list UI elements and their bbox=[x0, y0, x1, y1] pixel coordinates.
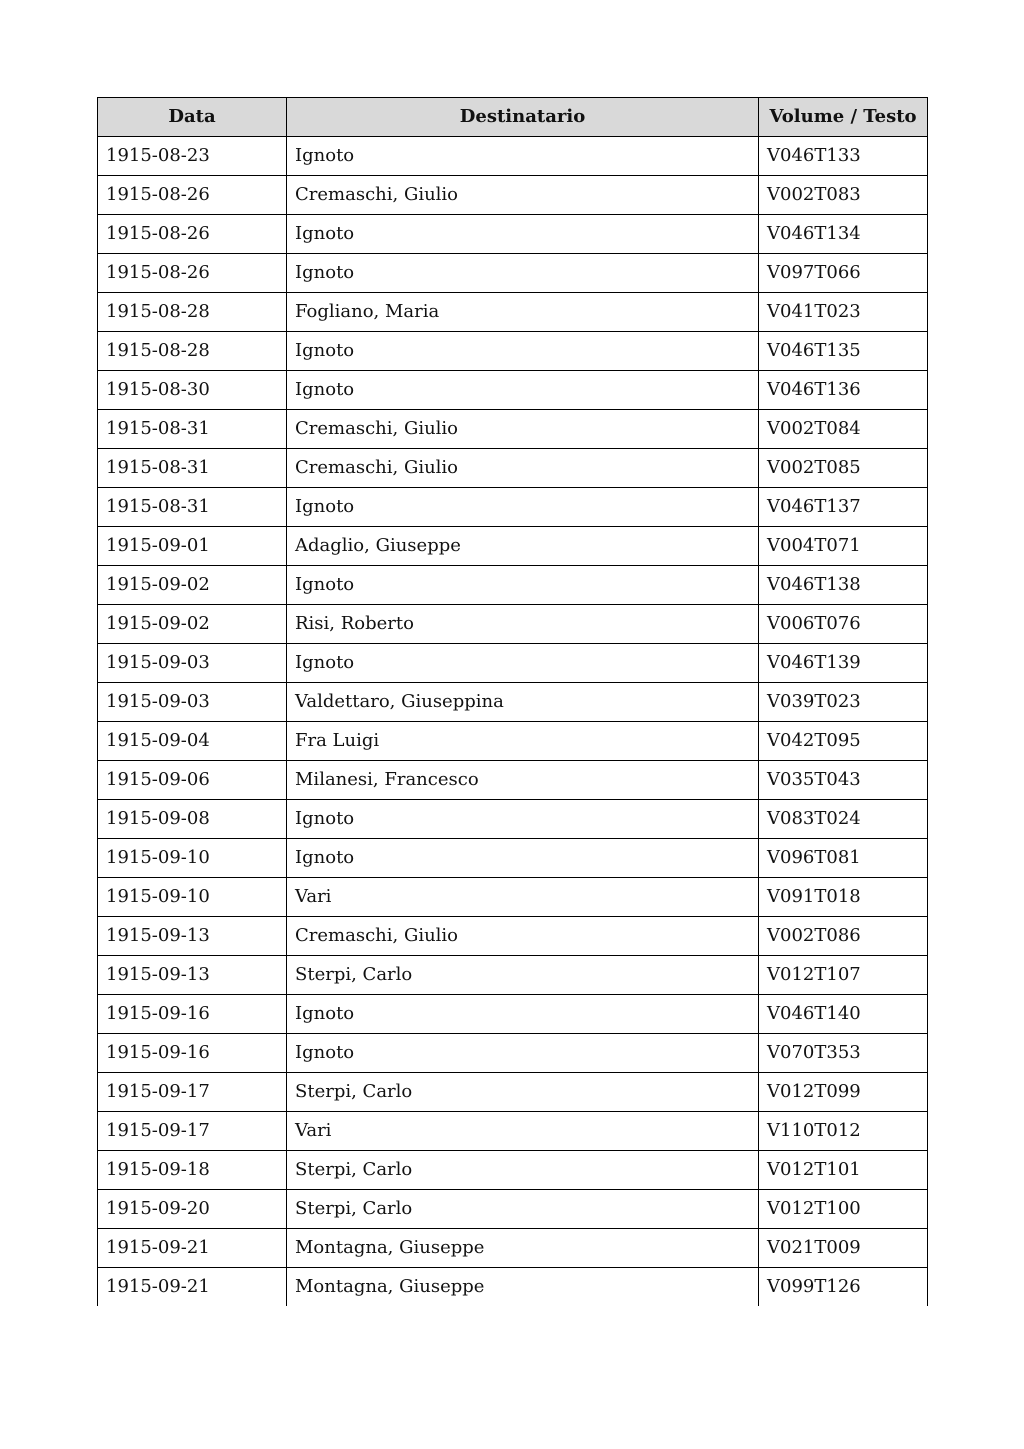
table-row bbox=[98, 1190, 928, 1229]
cell-date: 1915-08-26 bbox=[98, 254, 287, 293]
table-row bbox=[98, 176, 928, 215]
table-row bbox=[98, 956, 928, 995]
cell-recipient: Ignoto bbox=[287, 644, 759, 683]
table-row bbox=[98, 566, 928, 605]
cell-recipient: Ignoto bbox=[287, 137, 759, 176]
table-row bbox=[98, 1268, 928, 1307]
cell-volume: V097T066 bbox=[759, 254, 928, 293]
cell-recipient: Cremaschi, Giulio bbox=[287, 449, 759, 488]
cell-volume: V021T009 bbox=[759, 1229, 928, 1268]
table-row bbox=[98, 1034, 928, 1073]
cell-date: 1915-09-10 bbox=[98, 878, 287, 917]
cell-date: 1915-09-20 bbox=[98, 1190, 287, 1229]
cell-volume: V070T353 bbox=[759, 1034, 928, 1073]
cell-recipient: Sterpi, Carlo bbox=[287, 1151, 759, 1190]
cell-date: 1915-08-26 bbox=[98, 215, 287, 254]
column-header-recipient: Destinatario bbox=[287, 98, 759, 137]
table-row bbox=[98, 722, 928, 761]
cell-volume: V002T085 bbox=[759, 449, 928, 488]
cell-volume: V012T100 bbox=[759, 1190, 928, 1229]
cell-date: 1915-08-31 bbox=[98, 488, 287, 527]
table-row bbox=[98, 995, 928, 1034]
cell-date: 1915-09-02 bbox=[98, 605, 287, 644]
cell-date: 1915-09-08 bbox=[98, 800, 287, 839]
table-body bbox=[98, 137, 928, 1307]
cell-recipient: Ignoto bbox=[287, 995, 759, 1034]
cell-date: 1915-09-06 bbox=[98, 761, 287, 800]
cell-recipient: Valdettaro, Giuseppina bbox=[287, 683, 759, 722]
table-row bbox=[98, 878, 928, 917]
cell-date: 1915-08-31 bbox=[98, 410, 287, 449]
document-page bbox=[97, 97, 927, 1306]
table-row bbox=[98, 410, 928, 449]
cell-date: 1915-08-30 bbox=[98, 371, 287, 410]
cell-date: 1915-09-02 bbox=[98, 566, 287, 605]
cell-recipient: Ignoto bbox=[287, 215, 759, 254]
cell-recipient: Ignoto bbox=[287, 1034, 759, 1073]
cell-recipient: Fogliano, Maria bbox=[287, 293, 759, 332]
table-row bbox=[98, 644, 928, 683]
cell-recipient: Fra Luigi bbox=[287, 722, 759, 761]
cell-recipient: Vari bbox=[287, 878, 759, 917]
cell-recipient: Vari bbox=[287, 1112, 759, 1151]
cell-volume: V012T101 bbox=[759, 1151, 928, 1190]
table-row bbox=[98, 800, 928, 839]
cell-recipient: Ignoto bbox=[287, 800, 759, 839]
cell-recipient: Sterpi, Carlo bbox=[287, 1190, 759, 1229]
table-row bbox=[98, 917, 928, 956]
table-row bbox=[98, 1229, 928, 1268]
cell-volume: V002T084 bbox=[759, 410, 928, 449]
table-row bbox=[98, 293, 928, 332]
table-row bbox=[98, 449, 928, 488]
cell-date: 1915-08-26 bbox=[98, 176, 287, 215]
cell-recipient: Ignoto bbox=[287, 566, 759, 605]
cell-date: 1915-09-03 bbox=[98, 683, 287, 722]
table-row bbox=[98, 527, 928, 566]
cell-date: 1915-09-01 bbox=[98, 527, 287, 566]
cell-volume: V091T018 bbox=[759, 878, 928, 917]
cell-recipient: Risi, Roberto bbox=[287, 605, 759, 644]
cell-recipient: Ignoto bbox=[287, 839, 759, 878]
cell-date: 1915-09-16 bbox=[98, 1034, 287, 1073]
cell-date: 1915-08-23 bbox=[98, 137, 287, 176]
table-row bbox=[98, 839, 928, 878]
cell-date: 1915-09-13 bbox=[98, 956, 287, 995]
table-row bbox=[98, 488, 928, 527]
cell-recipient: Cremaschi, Giulio bbox=[287, 410, 759, 449]
cell-volume: V096T081 bbox=[759, 839, 928, 878]
cell-volume: V046T134 bbox=[759, 215, 928, 254]
column-header-volume: Volume / Testo bbox=[759, 98, 928, 137]
cell-volume: V046T137 bbox=[759, 488, 928, 527]
cell-volume: V042T095 bbox=[759, 722, 928, 761]
table-row bbox=[98, 761, 928, 800]
cell-volume: V035T043 bbox=[759, 761, 928, 800]
cell-recipient: Ignoto bbox=[287, 371, 759, 410]
cell-recipient: Cremaschi, Giulio bbox=[287, 176, 759, 215]
cell-date: 1915-09-21 bbox=[98, 1268, 287, 1307]
table-row bbox=[98, 1151, 928, 1190]
cell-date: 1915-09-17 bbox=[98, 1112, 287, 1151]
cell-volume: V046T138 bbox=[759, 566, 928, 605]
cell-date: 1915-09-13 bbox=[98, 917, 287, 956]
cell-volume: V046T133 bbox=[759, 137, 928, 176]
table-row bbox=[98, 137, 928, 176]
table-row bbox=[98, 332, 928, 371]
cell-volume: V039T023 bbox=[759, 683, 928, 722]
cell-recipient: Cremaschi, Giulio bbox=[287, 917, 759, 956]
cell-date: 1915-09-16 bbox=[98, 995, 287, 1034]
cell-recipient: Ignoto bbox=[287, 488, 759, 527]
cell-date: 1915-09-03 bbox=[98, 644, 287, 683]
cell-volume: V012T099 bbox=[759, 1073, 928, 1112]
cell-date: 1915-09-21 bbox=[98, 1229, 287, 1268]
table-row bbox=[98, 1073, 928, 1112]
cell-volume: V083T024 bbox=[759, 800, 928, 839]
cell-recipient: Ignoto bbox=[287, 254, 759, 293]
cell-volume: V002T086 bbox=[759, 917, 928, 956]
cell-volume: V041T023 bbox=[759, 293, 928, 332]
cell-recipient: Montagna, Giuseppe bbox=[287, 1268, 759, 1307]
cell-volume: V002T083 bbox=[759, 176, 928, 215]
cell-date: 1915-08-31 bbox=[98, 449, 287, 488]
cell-date: 1915-09-17 bbox=[98, 1073, 287, 1112]
cell-recipient: Sterpi, Carlo bbox=[287, 1073, 759, 1112]
table-row bbox=[98, 683, 928, 722]
cell-volume: V004T071 bbox=[759, 527, 928, 566]
table-row bbox=[98, 1112, 928, 1151]
cell-recipient: Ignoto bbox=[287, 332, 759, 371]
cell-volume: V046T140 bbox=[759, 995, 928, 1034]
table-row bbox=[98, 605, 928, 644]
cell-volume: V110T012 bbox=[759, 1112, 928, 1151]
cell-date: 1915-08-28 bbox=[98, 332, 287, 371]
cell-volume: V046T136 bbox=[759, 371, 928, 410]
table-row bbox=[98, 371, 928, 410]
letters-table bbox=[97, 97, 928, 1306]
cell-recipient: Sterpi, Carlo bbox=[287, 956, 759, 995]
cell-date: 1915-09-10 bbox=[98, 839, 287, 878]
cell-recipient: Adaglio, Giuseppe bbox=[287, 527, 759, 566]
cell-volume: V099T126 bbox=[759, 1268, 928, 1307]
table-row bbox=[98, 254, 928, 293]
column-header-date: Data bbox=[98, 98, 287, 137]
cell-recipient: Montagna, Giuseppe bbox=[287, 1229, 759, 1268]
table-header-row bbox=[98, 98, 928, 137]
cell-volume: V006T076 bbox=[759, 605, 928, 644]
cell-date: 1915-09-18 bbox=[98, 1151, 287, 1190]
cell-volume: V046T139 bbox=[759, 644, 928, 683]
cell-volume: V012T107 bbox=[759, 956, 928, 995]
cell-volume: V046T135 bbox=[759, 332, 928, 371]
cell-recipient: Milanesi, Francesco bbox=[287, 761, 759, 800]
cell-date: 1915-08-28 bbox=[98, 293, 287, 332]
cell-date: 1915-09-04 bbox=[98, 722, 287, 761]
table-row bbox=[98, 215, 928, 254]
